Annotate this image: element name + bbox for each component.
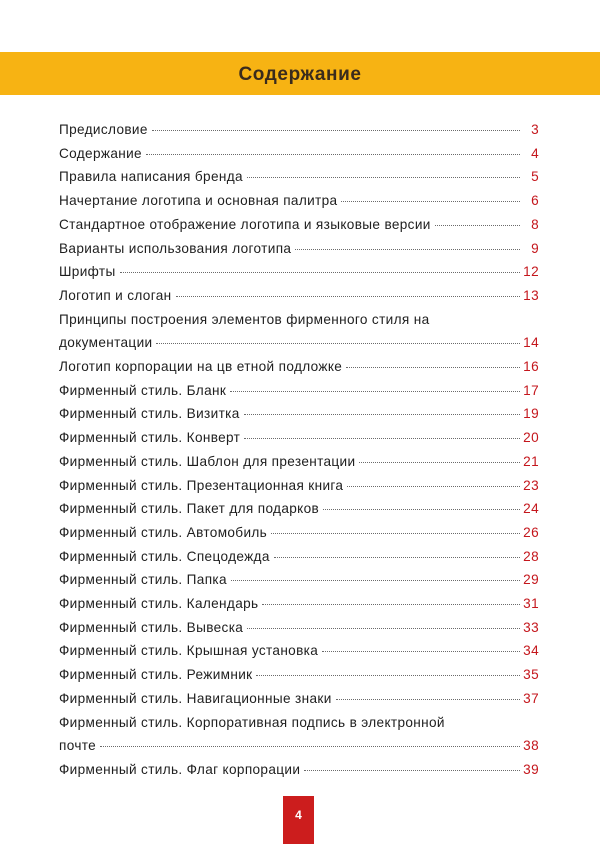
toc-entry-row [59,189,539,213]
toc-entry-title: документации [59,335,153,351]
toc-entry[interactable] [59,474,539,498]
toc-entry[interactable] [59,379,539,403]
toc-entry[interactable] [59,521,539,545]
toc-entry[interactable] [59,616,539,640]
dotted-leader [271,533,520,534]
toc-entry[interactable] [59,545,539,569]
toc-entry-title: Фирменный стиль. Папка [59,572,227,588]
toc-entry-title: Содержание [59,145,142,161]
dotted-leader [347,486,520,487]
toc-entry-row [59,497,539,521]
toc-entry[interactable] [59,592,539,616]
dotted-leader [435,225,520,226]
toc-entry-title: Фирменный стиль. Автомобиль [59,524,268,540]
toc-entry[interactable] [59,284,539,308]
toc-entry-row [59,379,539,403]
toc-entry-page-number: 4 [531,145,539,161]
toc-entry-title: Фирменный стиль. Пакет для подарков [59,501,320,517]
toc-entry-title: Фирменный стиль. Крышная установка [59,643,319,659]
dotted-leader [256,675,520,676]
toc-entry-page-number: 24 [523,501,539,517]
toc-entry-row [59,165,539,189]
toc-entry-title-line: Фирменный стиль. Корпоративная подпись в электронной [59,714,445,730]
toc-entry-row [59,521,539,545]
toc-entry[interactable] [59,237,539,261]
toc-entry[interactable] [59,426,539,450]
toc-entry[interactable] [59,497,539,521]
dotted-leader [244,438,520,439]
toc-entry-page-number: 23 [523,477,539,493]
page-number-tab [283,796,314,844]
toc-entry-title: Фирменный стиль. Режимник [59,667,253,683]
toc-entry-row [59,545,539,569]
toc-entry-page-number: 29 [523,572,539,588]
dotted-leader [247,628,520,629]
toc-entry-page-number: 38 [523,738,539,754]
toc-entry-row [59,734,539,758]
toc-entry-title: Фирменный стиль. Конверт [59,430,241,446]
toc-entry-row [59,450,539,474]
dotted-leader [146,154,520,155]
dotted-leader [323,509,520,510]
dotted-leader [156,343,520,344]
dotted-leader [244,414,520,415]
page-title: Содержание [238,63,362,85]
toc-entry-row [59,284,539,308]
toc-entry[interactable] [59,260,539,284]
toc-entry-page-number: 21 [523,453,539,469]
dotted-leader [322,651,520,652]
toc-entry-title: Фирменный стиль. Презентационная книга [59,477,344,493]
toc-entry[interactable] [59,355,539,379]
toc-entry-title: почте [59,738,97,754]
dotted-leader [231,580,520,581]
toc-entry-page-number: 20 [523,430,539,446]
toc-entry-title: Шрифты [59,264,116,280]
toc-entry-title: Предисловие [59,122,148,137]
toc-entry-title-line: Принципы построения элементов фирменного стиля на [59,311,430,327]
toc-entry-row [59,592,539,616]
toc-entry[interactable] [59,450,539,474]
toc-entry-row [59,639,539,663]
dotted-leader [274,557,520,558]
toc-entry[interactable] [59,663,539,687]
toc-entry-page-number: 6 [531,193,539,209]
dotted-leader [346,367,520,368]
toc-entry-page-number: 39 [523,761,539,777]
toc-entry-row [59,118,539,142]
toc-entry-row [59,331,539,355]
dotted-leader [100,746,520,747]
dotted-leader [230,391,520,392]
toc-entry-row [59,260,539,284]
toc-entry-page-number: 26 [523,524,539,540]
page-number: 4 [295,808,302,822]
toc-entry-row [59,663,539,687]
toc-entry-title: Логотип и слоган [59,287,172,303]
dotted-leader [176,296,521,297]
toc-entry-page-number: 17 [523,382,539,398]
toc-entry-page-number: 5 [531,169,539,185]
toc-entry-page-number: 37 [523,690,539,706]
toc-entry-title: Правила написания бренда [59,169,243,185]
toc-entry-title: Фирменный стиль. Визитка [59,406,240,422]
toc-entry-row [59,568,539,592]
toc-entry[interactable] [59,189,539,213]
toc-entry-row [59,213,539,237]
toc-entry[interactable] [59,402,539,426]
toc-entry[interactable] [59,568,539,592]
toc-entry-page-number: 13 [523,287,539,303]
toc-entry-title: Фирменный стиль. Календарь [59,596,259,612]
toc-entry[interactable] [59,118,539,142]
toc-entry-title: Фирменный стиль. Вывеска [59,619,244,635]
toc-entry-page-number: 35 [523,667,539,683]
toc-entry-row [59,474,539,498]
toc-entry-row [59,237,539,261]
dotted-leader [120,272,520,273]
toc-entry-page-number: 9 [531,240,539,256]
toc-entry-title: Начертание логотипа и основная палитра [59,193,338,209]
toc-entry-page-number: 12 [523,264,539,280]
dotted-leader [341,201,520,202]
toc-entry-page-number: 19 [523,406,539,422]
toc-entry-row [59,426,539,450]
toc-entry[interactable] [59,711,539,758]
toc-entry-page-number: 3 [531,122,539,137]
toc-entry-page-number: 8 [531,216,539,232]
toc-entry-title: Логотип корпорации на цв етной подложке [59,359,343,375]
header-band [0,52,600,95]
toc-entry-row [59,142,539,166]
toc-entry[interactable] [59,758,539,782]
toc-entry-title: Фирменный стиль. Шаблон для презентации [59,453,356,469]
toc-entry-title: Фирменный стиль. Спецодежда [59,548,270,564]
toc-entry-page-number: 14 [523,335,539,351]
dotted-leader [336,699,520,700]
toc-entry[interactable] [59,639,539,663]
dotted-leader [359,462,520,463]
toc-entry[interactable] [59,142,539,166]
toc-entry-page-number: 16 [523,359,539,375]
toc-entry-title: Фирменный стиль. Навигационные знаки [59,690,332,706]
dotted-leader [262,604,520,605]
toc-entry-row [59,616,539,640]
toc-entry[interactable] [59,165,539,189]
toc-entry-title: Фирменный стиль. Флаг корпорации [59,761,301,777]
toc-entry-page-number: 33 [523,619,539,635]
toc-entry-page-number: 31 [523,596,539,612]
toc-entry-row [59,402,539,426]
toc-entry-row [59,355,539,379]
toc-entry-page-number: 34 [523,643,539,659]
dotted-leader [295,249,520,250]
toc-entry-page-number: 28 [523,548,539,564]
toc-entry[interactable] [59,687,539,711]
dotted-leader [247,177,520,178]
dotted-leader [304,770,520,771]
toc-entry-row [59,758,539,782]
toc-entry-title: Фирменный стиль. Бланк [59,382,227,398]
toc-entry-title: Стандартное отображение логотипа и языковые версии [59,216,431,232]
toc-entry[interactable] [59,213,539,237]
toc-entry-title: Варианты использования логотипа [59,240,292,256]
toc-entry-row [59,687,539,711]
dotted-leader [152,130,520,131]
toc-entry[interactable] [59,308,539,355]
table-of-contents [59,118,539,782]
